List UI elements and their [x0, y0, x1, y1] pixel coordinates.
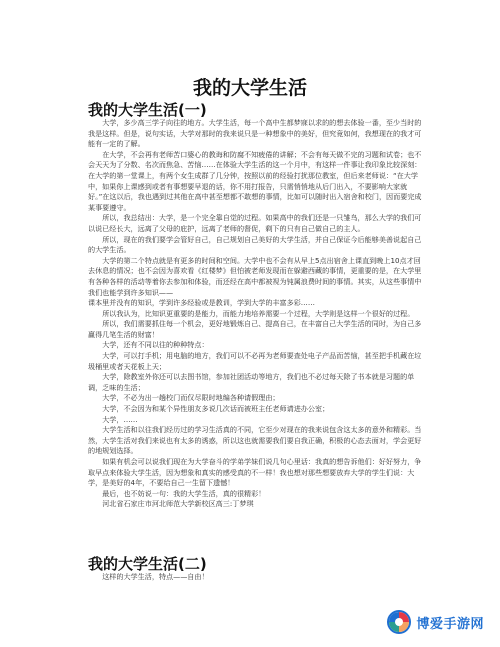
paragraph: 这样的大学生活，特点——自由！ [102, 572, 209, 581]
logo-text: 博爱手游网 [416, 616, 484, 632]
paragraph: 如果有机会可以说我们现在为大学奋斗的学弟学妹们说几句心里话：我真的想告诉他们：好好努力，争取早点来体验大学生活，因为想象和真实的感受真的不一样！我也想对那些想要放弃大学的学生们说：大学，是美好的4年，不要给自己一生留下遗憾！ [88, 457, 422, 488]
paragraph: 课本里并没有的知识，学到许多经验或是教训，学到大学的丰富多彩…… [88, 298, 315, 308]
paragraph: 所以，现在的我们要学会管好自己，自己规划自己美好的大学生活，并自己保证今后能够美善说起自己的大学生活。 [88, 234, 422, 255]
site-logo[interactable] [386, 609, 484, 635]
paragraph: 大学，多少高三学子向往的地方。大学生活，每一个高中生都梦寐以求的的想去体验一番，至少当时的我是这样。但是，说句实话，大学对那时的我来说只是一种想象中的美好，但究竟如何，我想现在的我才可能有一定的了解。 [88, 118, 422, 149]
section-heading-2: 我的大学生活(二) [88, 555, 207, 573]
paragraph: 大学，…… [102, 414, 138, 424]
paragraph: 最后，也不妨说一句：我的大学生活，真的很精彩！ [102, 488, 266, 498]
section-body-1 [88, 118, 426, 510]
page-title: 我的大学生活 [192, 77, 307, 99]
paragraph: 所以我认为，比知识更重要的是能力，而能力地培养需要一个过程，大学则是这样一个很好的过程。 [102, 308, 415, 318]
paragraph: 所以，我总结出：大学，是一个完全靠自觉的过程。如果高中的我们还是一只雏鸟，那么大学的我们可以说已经长大，远离了父母的庇护，远离了老师的督促，剩下的只有自己做自己的主人。 [88, 213, 422, 233]
paragraph: 大学，不必为出一趟校门而仅尽限时地编各种请假理由； [102, 393, 280, 403]
signature: 河北省石家庄市河北师范大学新校区高三:丁梦琪 [102, 499, 254, 509]
section-heading-1: 我的大学生活(一) [88, 101, 207, 119]
section-body-2 [88, 572, 426, 583]
paragraph: 大学的第二个特点就是有更多的时间和空间。大学中也不会有从早上5点出宿舍上课直到晚上10点才回去休息的情况；也不会因为喜欢看《红楼梦》但怕被老师发现而在躲避西藏的事情，更重要的是，在大学里有各种各样的活动等着你去参加和体验，而还经在高中都被视为钝属浪费时间的事情。其实，从这些事情中我们也能学到许多知识—— [88, 255, 422, 297]
paragraph: 大学，除教室外你还可以去图书馆，参加社团活动等地方，我们也不必过每天除了书本就是习题的单调，乏味的生活； [88, 372, 415, 392]
swirl-logo-icon [386, 609, 412, 635]
paragraph: 大学，还有不同以往的种种特点： [102, 340, 209, 350]
paragraph: 所以，我们需要抓住每一个机会，更好地锻炼自己、提高自己，在丰富自己大学生活的同时，为自己多赢得几笔生活的财富！ [88, 319, 422, 339]
paragraph: 大学，不会因为和某个异性朋友多说几次话而被班主任老师请进办公室； [102, 404, 330, 414]
paragraph: 大学生活和以往我们经历过的学习生活真的不同，它至少对现在的我来说包含这太多的意外和精彩。当然，大学生活对我们来说也有太多的诱惑，所以这也就需要我们要自我正确，积极的心态去面对，学会更好的地规划选择。 [88, 425, 422, 456]
paragraph: 在大学，不会再有老师苦口婆心的教诲和防腐不知疲倦的讲解；不会有每天做不完的习题和试卷；也不会天天为了分数、名次而焦急、苦恼……在体验大学生活的这一个月中，有这样一件事让我印象比较深刻：在大学的第一堂课上，有两个女生成群了几分钟，按照以前的经验打扰那位教室，但后来老师说：“在大学中，如果你上课感到或者有事想要早退的话，你不用打报告，只需悄悄地从后门出入，不要影响大家就好。”在这以后，我也遇到过其他在高中甚至想都不敢想的事情，比如可以随时出入宿舍和校门，因而要完成某事要遵守。 [88, 149, 422, 212]
paragraph: 大学，可以打手机；用电脑的地方，我们可以不必再为老师要查处电子产品而苦恼，甚至把手机藏在垃圾桶里或者天花板上天； [88, 351, 422, 371]
